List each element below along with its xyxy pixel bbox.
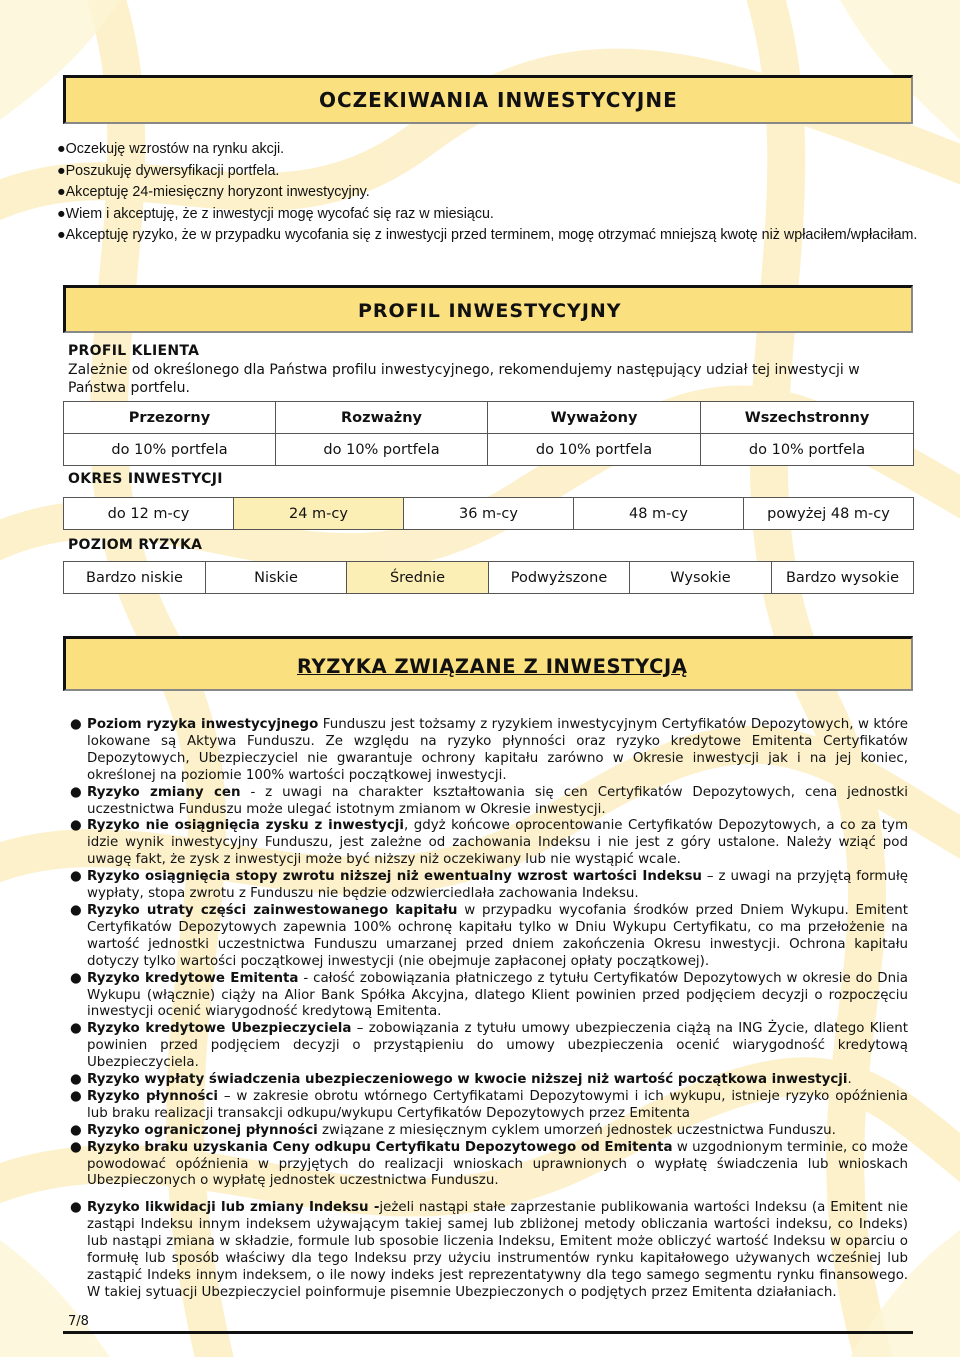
bullet-icon: ● [57, 205, 66, 222]
list-item: ●Akceptuję ryzyko, że w przypadku wycofania się z inwestycji przed terminem, mogę otrzymać mniejszą kwotę niż wpłaciłem/wpłaciłam. [57, 227, 918, 243]
risk-item: ● Ryzyko osiągnięcia stopy zwrotu niższej niż ewentualny wzrost wartości Indeksu – z uwagi na przyjętą formułę wypłaty, stopa zwrotu z Funduszu nie będzie odzwierciedlała zachowania Indeksu. [70, 869, 908, 902]
footer-divider [63, 1331, 913, 1334]
period-cell: 48 m-cy [574, 498, 744, 530]
profile-header-cell: Wyważony [488, 402, 701, 434]
risk-level-cell: Bardzo niskie [64, 562, 206, 594]
profile-table [63, 401, 914, 466]
investment-period-heading: OKRES INWESTYCJI [68, 471, 223, 487]
profile-banner [63, 285, 913, 333]
risk-item: ● Ryzyko utraty części zainwestowanego kapitału w przypadku wycofania środków przed Dniem Wykupu. Emitent Certyfikatów Depozytowych zapewnia 100% ochronę kapitału tylko w Dniu Wykupu Certyfikatu, co ma przełożenie na wartość jednostki uczestnictwa Funduszu umarzanej przed dniem zakończenia Okresu inwestycji. Ochrona kapitału dotyczy tylko wartości początkowej inwestycji (nie obejmuje zapłaconej opłaty początkowej). [70, 902, 908, 969]
expectations-list [57, 139, 927, 247]
risk-level-cell: Niskie [206, 562, 347, 594]
risk-item: ● Ryzyko kredytowe Emitenta - całość zobowiązania płatniczego z tytułu Certyfikatów Depozytowych w okresie do Dnia Wykupu (włącznie) ciąży na Alior Bank Spółka Akcyjna, dlatego Klient powinien przed podjęciem decyzji o rozpoczęciu inwestycji ocenić wiarygodność kredytową Emitenta. [70, 970, 908, 1020]
profile-header-cell: Rozważny [276, 402, 488, 434]
risk-item: ● Ryzyko braku uzyskania Ceny odkupu Certyfikatu Depozytowego od Emitenta w uzgodnionym terminie, co może powodować opóźnienia w przyjętych do realizacji wnioskach uprawnionych o wypłatę świadczenia lub wnioskach Ubezpieczonych o wypłatę jednostek uczestnictwa Funduszu. [70, 1139, 909, 1189]
risk-item: ● Ryzyko zmiany cen - z uwagi na charakter kształtowania się cen Certyfikatów Depozytowych, cena jednostki uczestnictwa Funduszu może ulegać istotnym zmianom w Okresie inwestycji. [70, 784, 908, 817]
period-cell: powyżej 48 m-cy [744, 498, 914, 530]
client-profile-text: Zależnie od określonego dla Państwa profilu inwestycyjnego, rekomendujemy następujący udział tej inwestycji w Państwa portfelu. [68, 362, 860, 396]
risks-banner [63, 636, 913, 691]
expectations-title: OCZEKIWANIA INWESTYCYJNE [319, 88, 678, 112]
risk-level-cell: Wysokie [630, 562, 772, 594]
risk-level-cell: Podwyższone [489, 562, 630, 594]
risk-level-cell: Bardzo wysokie [772, 562, 914, 594]
bullet-icon: ● [70, 818, 82, 834]
bullet-icon: ● [70, 1088, 82, 1104]
risks-title: RYZYKA ZWIĄZANE Z INWESTYCJĄ [297, 655, 688, 678]
risk-item: ● Ryzyko płynności – w zakresie obrotu wtórnego Certyfikatami Depozytowymi i ich wykupu, istnieje ryzyko opóźnienia lub braku realizacji transakcji odkupu/wykupu Certyfikatów Depozytowych przez Emitenta [70, 1088, 908, 1121]
bullet-icon: ● [57, 227, 66, 243]
risk-item: ● Poziom ryzyka inwestycyjnego Funduszu jest tożsamy z ryzykiem inwestycyjnym Certyfikatów Depozytowych, w które lokowane są Aktywa Funduszu. Ze względu na ryzyko płynności oraz ryzyko kredytowe Emitenta Certyfikatów Depozytowych, Ubezpieczyciel nie gwarantuje ochrony kapitału zarówno w Okresie inwestycji jak i na jej koniec, określonej na poziomie 100% wartości początkowej inwestycji. [70, 717, 908, 783]
bullet-icon: ● [70, 1021, 82, 1037]
profile-header-cell: Wszechstronny [701, 402, 914, 434]
bullet-icon: ● [70, 869, 82, 885]
list-item: ●Oczekuję wzrostów na rynku akcji. [57, 141, 285, 157]
client-profile-heading: PROFIL KLIENTA [68, 343, 200, 359]
list-item: ●Akceptuję 24-miesięczny horyzont inwestycyjny. [57, 184, 370, 200]
bullet-icon: ● [70, 902, 82, 918]
risk-level-heading: POZIOM RYZYKA [68, 537, 203, 553]
profile-value-cell: do 10% portfela [701, 434, 914, 466]
bullet-icon: ● [57, 184, 66, 200]
period-cell: do 12 m-cy [64, 498, 234, 530]
risk-item: ● Ryzyko ograniczonej płynności związane z miesięcznym cyklem umorzeń jednostek uczestnictwa Funduszu. [70, 1122, 836, 1138]
risk-item: ● Ryzyko kredytowe Ubezpieczyciela – zobowiązania z tytułu umowy ubezpieczenia ciążą na ING Życie, dlatego Klient powinien przed podjęciem decyzji o przystąpieniu do umowy ubezpieczenia ocenić wiarygodność kredytową Ubezpieczyciela. [70, 1021, 908, 1071]
list-item: ●Wiem i akceptuję, że z inwestycji mogę wycofać się raz w miesiącu. [57, 205, 494, 222]
bullet-icon: ● [57, 162, 66, 179]
profile-value-cell: do 10% portfela [64, 434, 276, 466]
bullet-icon: ● [57, 141, 66, 157]
profile-header-cell: Przezorny [64, 402, 276, 434]
bullet-icon: ● [70, 1139, 82, 1155]
risk-item: ● Ryzyko nie osiągnięcia zysku z inwestycji, gdyż końcowe oprocentowanie Certyfikatów Depozytowych, a co za tym idzie wynik inwestycyjny Funduszu, jest zależne od zachowania Indeksu i nie jest z góry ustalone. Należy wziąć pod uwagę fakt, że zysk z inwestycji może być niższy niż oczekiwany lub nie wystąpić wcale. [70, 818, 909, 868]
bullet-icon: ● [70, 1200, 82, 1216]
period-cell: 36 m-cy [404, 498, 574, 530]
profile-value-cell: do 10% portfela [276, 434, 488, 466]
risk-level-table [63, 561, 914, 594]
risks-list [68, 717, 908, 1302]
profile-title: PROFIL INWESTYCYJNY [358, 300, 622, 322]
risk-item: ● Ryzyko wypłaty świadczenia ubezpieczeniowego w kwocie niższej niż wartość początkowa inwestycji. [70, 1072, 852, 1088]
bullet-icon: ● [70, 784, 82, 800]
bullet-icon: ● [70, 1122, 82, 1138]
bullet-icon: ● [70, 717, 82, 732]
profile-value-cell: do 10% portfela [488, 434, 701, 466]
bullet-icon: ● [70, 1072, 82, 1088]
risk-item: ● Ryzyko likwidacji lub zmiany Indeksu -jeżeli nastąpi stałe zaprzestanie publikowania wartości Indeksu (a Emitent nie zastąpi Indeksu innym indeksem używającym takiej samej lub zbliżonej metody obliczania wartości indeksu, co Indeks) lub nastąpi zmiana w składzie, formule lub sposobie liczenia Indeksu, Emitent może obliczyć wartość Indeksu w oparciu o formułę lub sposób właściwy dla tego Indeksu przy użyciu instrumentów rynku kapitałowego używanych wcześniej lub zastąpić Indeks innym indeksem, o ile nowy indeks jest reprezentatywny dla tego samego segmentu rynku finansowego. W takiej sytuacji Ubezpieczyciel poinformuje pisemnie Ubezpieczonych o podjętych przez Emitenta działaniach. [70, 1200, 908, 1300]
list-item: ●Poszukuję dywersyfikacji portfela. [57, 162, 280, 179]
expectations-banner [63, 75, 913, 124]
investment-period-table [63, 497, 914, 530]
bullet-icon: ● [70, 970, 82, 986]
page-number: 7/8 [68, 1314, 89, 1329]
risk-level-cell-selected: Średnie [347, 562, 489, 594]
period-cell-selected: 24 m-cy [234, 498, 404, 530]
